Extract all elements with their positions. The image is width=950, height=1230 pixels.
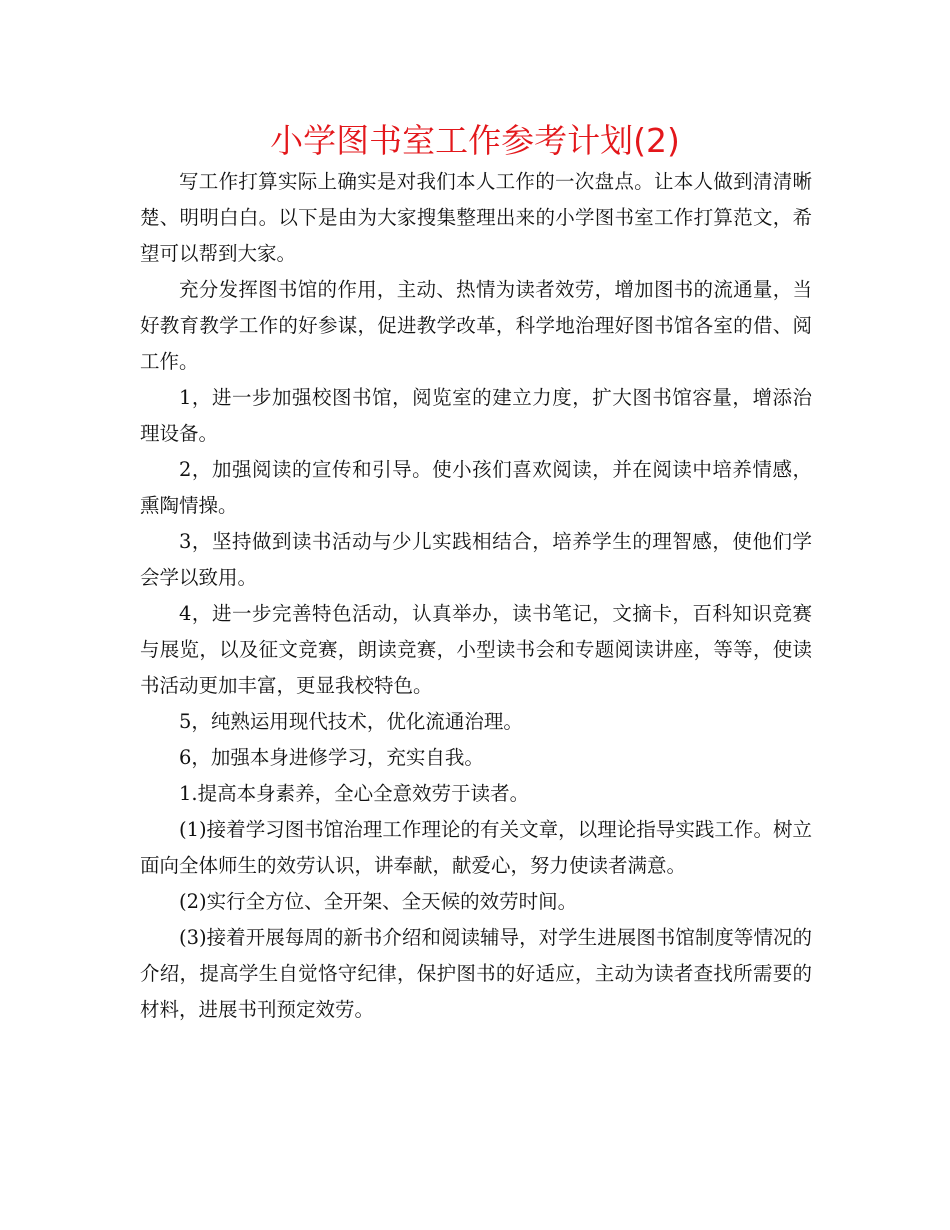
document-body [140, 164, 812, 1028]
paragraph-intro: 写工作打算实际上确实是对我们本人工作的一次盘点。让本人做到清清晰楚、明明白白。以下是由为大家搜集整理出来的小学图书室工作打算范文，希望可以帮到大家。 [140, 170, 812, 265]
paragraph-item-3: 3，坚持做到读书活动与少儿实践相结合，培养学生的理智感，使他们学会学以致用。 [140, 530, 812, 589]
paragraph-subitem-1: (1)接着学习图书馆治理工作理论的有关文章，以理论指导实践工作。树立面向全体师生的效劳认识，讲奉献，献爱心，努力使读者满意。 [140, 818, 812, 877]
paragraph-item-6: 6，加强本身进修学习，充实自我。 [179, 746, 484, 769]
paragraph-item-4: 4，进一步完善特色活动，认真举办，读书笔记，文摘卡，百科知识竞赛与展览，以及征文竞赛，朗读竞赛，小型读书会和专题阅读讲座，等等，使读书活动更加丰富，更显我校特色。 [140, 602, 812, 697]
paragraph-section-1: 1.提高本身素养，全心全意效劳于读者。 [179, 782, 530, 805]
paragraph-purpose: 充分发挥图书馆的作用，主动、热情为读者效劳，增加图书的流通量，当好教育教学工作的好参谋，促进教学改革，科学地治理好图书馆各室的借、阅工作。 [140, 278, 812, 373]
paragraph-item-5: 5，纯熟运用现代技术，优化流通治理。 [179, 710, 523, 733]
paragraph-subitem-3: (3)接着开展每周的新书介绍和阅读辅导，对学生进展图书馆制度等情况的介绍，提高学生自觉恪守纪律，保护图书的好适应，主动为读者查找所需要的材料，进展书刊预定效劳。 [140, 926, 812, 1021]
paragraph-subitem-2: (2)实行全方位、全开架、全天候的效劳时间。 [179, 890, 578, 913]
page-title: 小学图书室工作参考计划(2) [270, 121, 680, 160]
paragraph-item-1: 1，进一步加强校图书馆，阅览室的建立力度，扩大图书馆容量，增添治理设备。 [140, 386, 812, 445]
paragraph-item-2: 2，加强阅读的宣传和引导。使小孩们喜欢阅读，并在阅读中培养情感，熏陶情操。 [140, 458, 812, 517]
